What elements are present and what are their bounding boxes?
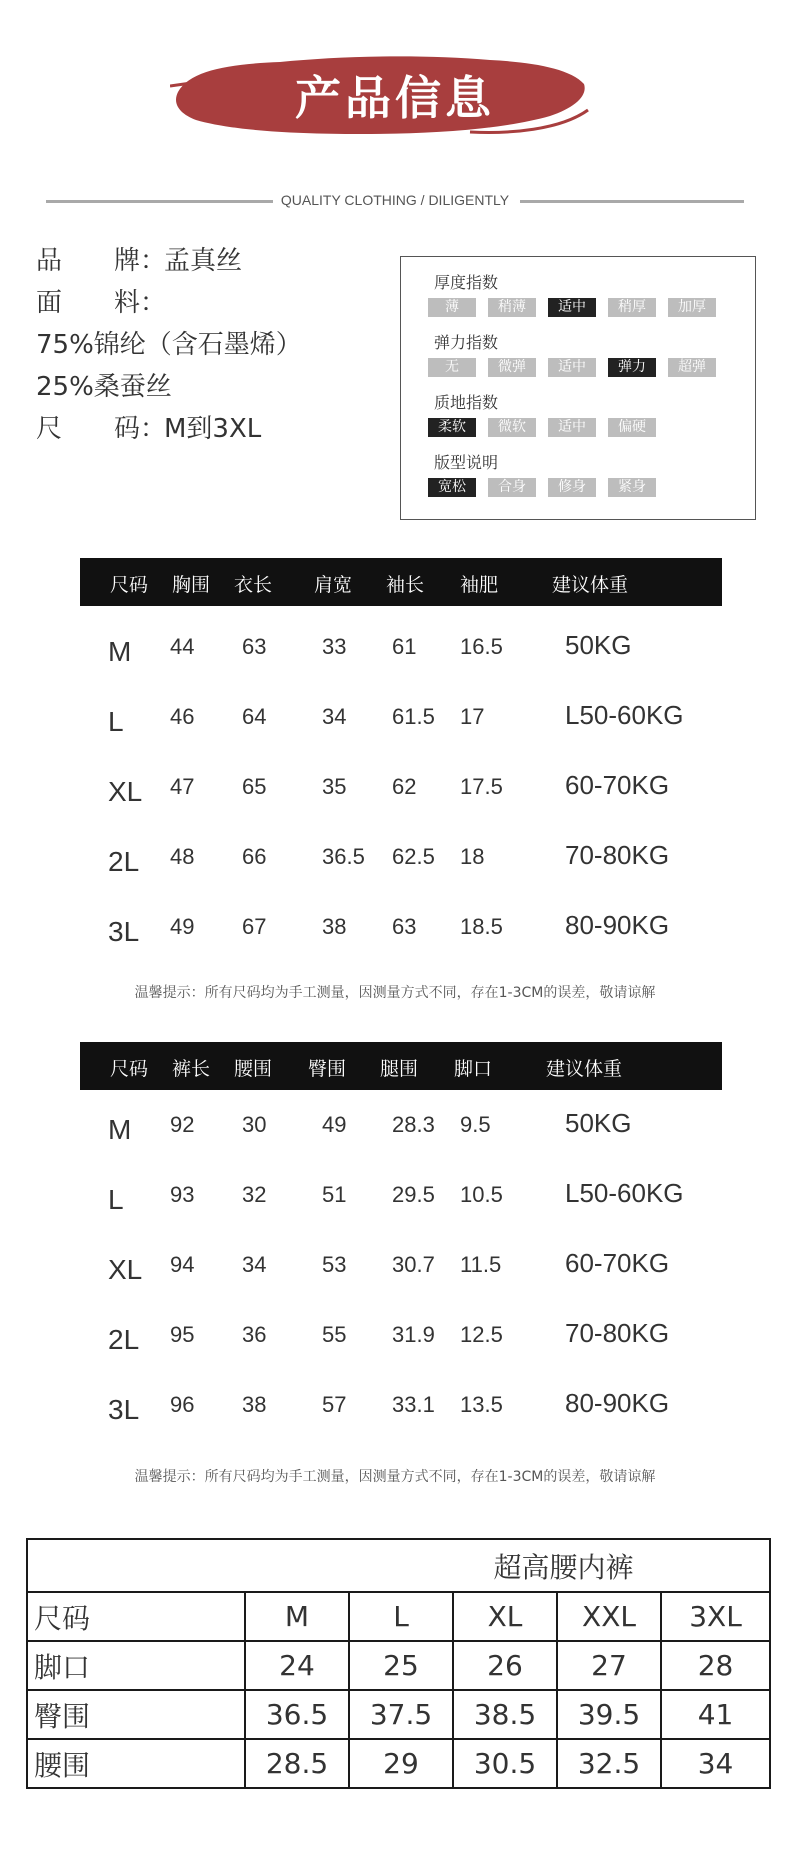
measure-cell: 64 [242,704,267,729]
measure-cell: 29.5 [392,1182,435,1207]
weight-cell: 80-90KG [565,910,670,940]
measure-cell: 49 [170,914,195,939]
top-table-tip: 温馨提示：所有尺码均为手工测量，因测量方式不同，存在1-3CM的误差，敬请谅解 [134,985,656,1001]
index-option-selected: 弹力 [608,358,656,377]
underwear-cell: 39.5 [557,1690,661,1739]
weight-cell: 80-90KG [565,1388,670,1418]
measure-cell: 36.5 [322,844,365,869]
measure-cell: 38 [322,914,347,939]
underwear-header-size: M [245,1592,349,1641]
size-cell: 2L [108,846,140,877]
underwear-row-label: 脚口 [27,1641,245,1690]
underwear-header-row [27,1592,770,1641]
size-cell: XL [108,776,143,807]
measure-cell: 33.1 [392,1392,435,1417]
underwear-cell: 28 [661,1641,770,1690]
column-header: 尺码 [110,1058,149,1080]
measure-cell: 63 [392,914,417,939]
brand-row [36,240,242,277]
underwear-cell: 38.5 [453,1690,557,1739]
column-header: 腰围 [234,1058,273,1080]
tagline: QUALITY CLOTHING / DILIGENTLY [0,192,790,208]
measure-cell: 28.3 [392,1112,435,1137]
measure-cell: 31.9 [392,1322,435,1347]
index-option: 修身 [548,478,596,497]
size-cell: M [108,636,132,667]
size-cell: L [108,1184,124,1215]
measure-cell: 48 [170,844,195,869]
size-range-value: M到3XL [164,414,262,444]
underwear-header-size: XL [453,1592,557,1641]
measure-cell: 11.5 [460,1252,502,1277]
size-cell: XL [108,1254,143,1285]
underwear-header-size: L [349,1592,453,1641]
underwear-row-label: 臀围 [27,1690,245,1739]
measure-cell: 55 [322,1322,347,1347]
underwear-header-size: 3XL [661,1592,770,1641]
underwear-cell: 30.5 [453,1739,557,1788]
index-option: 超弹 [668,358,716,377]
measure-cell: 38 [242,1392,267,1417]
size-range-row [36,408,261,445]
measure-cell: 94 [170,1252,195,1277]
measure-cell: 96 [170,1392,195,1417]
size-cell: 2L [108,1324,140,1355]
measure-cell: 17.5 [460,774,503,799]
measure-cell: 44 [170,634,195,659]
column-header: 腿围 [380,1058,419,1080]
underwear-table-title: 超高腰内裤 [27,1539,770,1592]
measure-cell: 32 [242,1182,267,1207]
measure-cell: 63 [242,634,267,659]
measure-cell: 34 [242,1252,267,1277]
measure-cell: 17 [460,704,485,729]
measure-cell: 61 [392,634,417,659]
measure-cell: 36 [242,1322,267,1347]
underwear-header-size: XXL [557,1592,661,1641]
page-title: 产品信息 [295,71,495,125]
column-header: 肩宽 [314,574,353,596]
column-header: 袖长 [386,574,425,596]
index-option: 稍薄 [488,298,536,317]
underwear-cell: 37.5 [349,1690,453,1739]
measure-cell: 57 [322,1392,347,1417]
measure-cell: 66 [242,844,267,869]
underwear-header-label: 尺码 [27,1592,245,1641]
column-header: 建议体重 [546,1058,623,1080]
measure-cell: 33 [322,634,347,659]
measure-cell: 95 [170,1322,195,1347]
underwear-title-row [27,1539,770,1592]
underwear-size-table [26,1538,771,1789]
measure-cell: 62 [392,774,417,799]
measure-cell: 61.5 [392,704,435,729]
measure-cell: 16.5 [460,634,503,659]
index-option: 微软 [488,418,536,437]
size-cell: M [108,1114,132,1145]
size-range-label: 尺 码： [36,414,167,444]
underwear-cell: 32.5 [557,1739,661,1788]
underwear-row-label: 腰围 [27,1739,245,1788]
index-option: 无 [428,358,476,377]
underwear-row-hem [27,1641,770,1690]
fabric-row [36,282,167,319]
measure-cell: 67 [242,914,267,939]
fabric-line-1: 75%锦纶（含石墨烯） [36,330,302,360]
measure-cell: 92 [170,1112,195,1137]
index-group-title: 厚度指数 [434,273,499,292]
size-cell: L [108,706,124,737]
measure-cell: 46 [170,704,195,729]
measure-cell: 18 [460,844,485,869]
measure-cell: 53 [322,1252,347,1277]
column-header: 臀围 [308,1058,347,1080]
index-option: 合身 [488,478,536,497]
underwear-cell: 27 [557,1641,661,1690]
index-option: 微弹 [488,358,536,377]
weight-cell: L50-60KG [565,700,684,730]
index-option: 紧身 [608,478,656,497]
weight-cell: 70-80KG [565,1318,670,1348]
index-option-selected: 适中 [548,298,596,317]
index-option-selected: 柔软 [428,418,476,437]
underwear-cell: 26 [453,1641,557,1690]
index-option: 加厚 [668,298,716,317]
index-group-title: 质地指数 [434,393,499,412]
measure-cell: 18.5 [460,914,503,939]
column-header: 脚口 [454,1058,493,1080]
underwear-cell: 41 [661,1690,770,1739]
measure-cell: 13.5 [460,1392,503,1417]
index-group-title: 版型说明 [434,453,499,472]
underwear-cell: 29 [349,1739,453,1788]
measure-cell: 35 [322,774,347,799]
index-group-title: 弹力指数 [434,333,499,352]
measure-cell: 9.5 [460,1112,491,1137]
weight-cell: 60-70KG [565,1248,670,1278]
brand-value: 孟真丝 [164,246,243,276]
size-cell: 3L [108,916,140,947]
underwear-cell: 34 [661,1739,770,1788]
column-header: 胸围 [172,574,211,596]
measure-cell: 30.7 [392,1252,435,1277]
column-header: 裤长 [172,1058,211,1080]
underwear-cell: 24 [245,1641,349,1690]
measure-cell: 93 [170,1182,195,1207]
underwear-cell: 25 [349,1641,453,1690]
underwear-cell: 36.5 [245,1690,349,1739]
weight-cell: 50KG [565,1108,632,1138]
measure-cell: 62.5 [392,844,435,869]
weight-cell: 70-80KG [565,840,670,870]
index-option: 偏硬 [608,418,656,437]
underwear-row-waist [27,1739,770,1788]
measure-cell: 47 [170,774,195,799]
brand-label: 品 牌： [36,246,167,276]
index-option: 适中 [548,358,596,377]
column-header: 建议体重 [552,574,629,596]
column-header: 衣长 [234,574,273,596]
measure-cell: 12.5 [460,1322,503,1347]
underwear-row-hip [27,1690,770,1739]
weight-cell: 50KG [565,630,632,660]
size-cell: 3L [108,1394,140,1425]
weight-cell: 60-70KG [565,770,670,800]
measure-cell: 65 [242,774,267,799]
measure-cell: 34 [322,704,347,729]
index-option: 稍厚 [608,298,656,317]
measure-cell: 30 [242,1112,267,1137]
pants-table-tip: 温馨提示：所有尺码均为手工测量，因测量方式不同，存在1-3CM的误差，敬请谅解 [134,1469,656,1485]
column-header: 尺码 [110,574,149,596]
index-option-selected: 宽松 [428,478,476,497]
fabric-line-2: 25%桑蚕丝 [36,372,172,402]
measure-cell: 49 [322,1112,347,1137]
underwear-cell: 28.5 [245,1739,349,1788]
measure-cell: 51 [322,1182,347,1207]
weight-cell: L50-60KG [565,1178,684,1208]
measure-cell: 10.5 [460,1182,503,1207]
column-header: 袖肥 [460,574,499,596]
index-option: 适中 [548,418,596,437]
fabric-label: 面 料： [36,288,167,318]
index-option: 薄 [428,298,476,317]
